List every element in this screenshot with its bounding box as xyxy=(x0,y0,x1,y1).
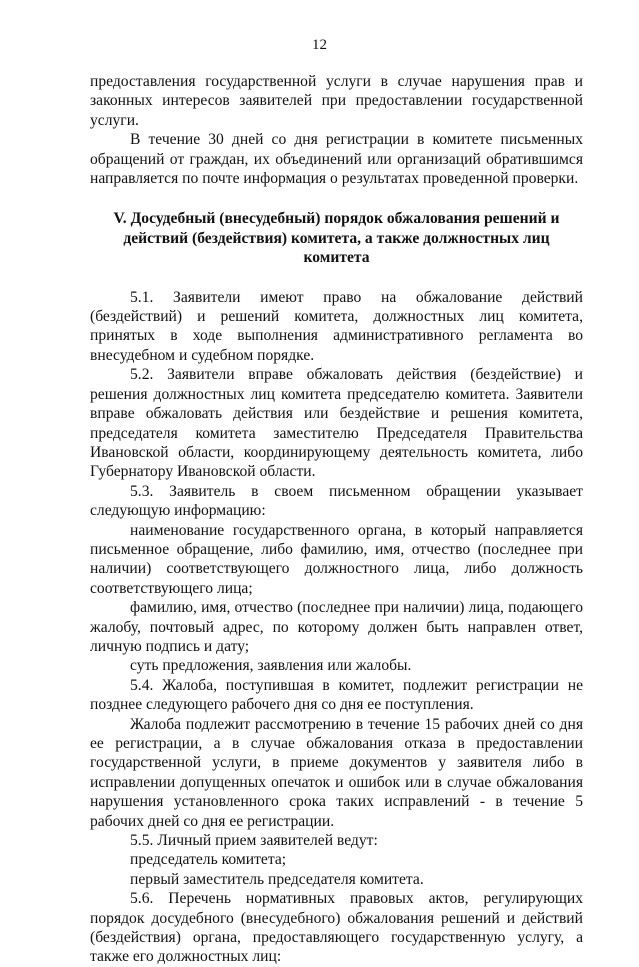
intro-paragraph: предоставления государственной услуги в случае нарушения прав и законных интересов заявителей при предоставлении государственной услуги. xyxy=(90,73,583,129)
section-paragraph: суть предложения, заявления или жалобы. xyxy=(130,657,412,675)
section-paragraph: 5.5. Личный прием заявителей ведут: xyxy=(130,832,378,850)
section-paragraph: 5.3. Заявитель в своем письменном обращении указывает следующую информацию: xyxy=(90,482,583,520)
spacer xyxy=(90,268,583,288)
section-paragraph: 5.1. Заявители имеют право на обжалование действий (бездействий) и решений комитета, должностных лиц комитета, принятых в ходе выполнения административного регламента во внесудебном и судебном порядке. xyxy=(90,288,583,364)
section-paragraph: председатель комитета; xyxy=(130,851,287,869)
section-paragraph: 5.2. Заявители вправе обжаловать действия (бездействие) и решения должностных лиц комитета председателю комитета. Заявители вправе обжаловать действия или бездействие и решения комитета, председателя комитета заместителю Председателя Правительства Ивановской области, координирующему деятельность комитета, либо Губернатору Ивановской области. xyxy=(90,366,583,481)
section-paragraph: 5.6. Перечень нормативных правовых актов, регулирующих порядок досудебного (внесудебного) обжалования решений и действий (бездействия) органа, предоставляющего государственную услугу, а также его должностных лиц: xyxy=(90,890,583,966)
section-paragraph: наименование государственного органа, в который направляется письменное обращение, либо фамилию, имя, отчество (последнее при наличии) соответствующего должностного лица, либо должность соответствующего лица; xyxy=(90,521,583,597)
intro-paragraph: В течение 30 дней со дня регистрации в комитете письменных обращений от граждан, их объединений или организаций обратившимся направляется по почте информация о результатах проведенной проверки. xyxy=(90,131,583,188)
section-paragraph: первый заместитель председателя комитета. xyxy=(130,870,424,888)
section-paragraph: 5.4. Жалоба, поступившая в комитет, подлежит регистрации не позднее следующего рабочего дня со дня ее поступления. xyxy=(90,676,583,714)
page-number: 12 xyxy=(312,37,327,53)
section-paragraph: Жалоба подлежит рассмотрению в течение 15 рабочих дней со дня ее регистрации, а в случае обжалования отказа в предоставлении государственной услуги, в приеме документов у заявителя либо в исправлении допущенных опечаток и ошибок или в случае обжалования нарушения установленного срока таких исправлений - в течение 5 рабочих дней со дня ее регистрации. xyxy=(90,715,583,830)
section-heading: V. Досудебный (внесудебный) порядок обжалования решений и действий (бездействия) комитета, а также должностных лиц комитета xyxy=(113,210,560,267)
section-paragraph: фамилию, имя, отчество (последнее при наличии) лица, подающего жалобу, почтовый адрес, по которому должен быть направлен ответ, личную подпись и дату; xyxy=(90,599,583,655)
spacer xyxy=(90,188,583,209)
document-body xyxy=(90,72,583,967)
